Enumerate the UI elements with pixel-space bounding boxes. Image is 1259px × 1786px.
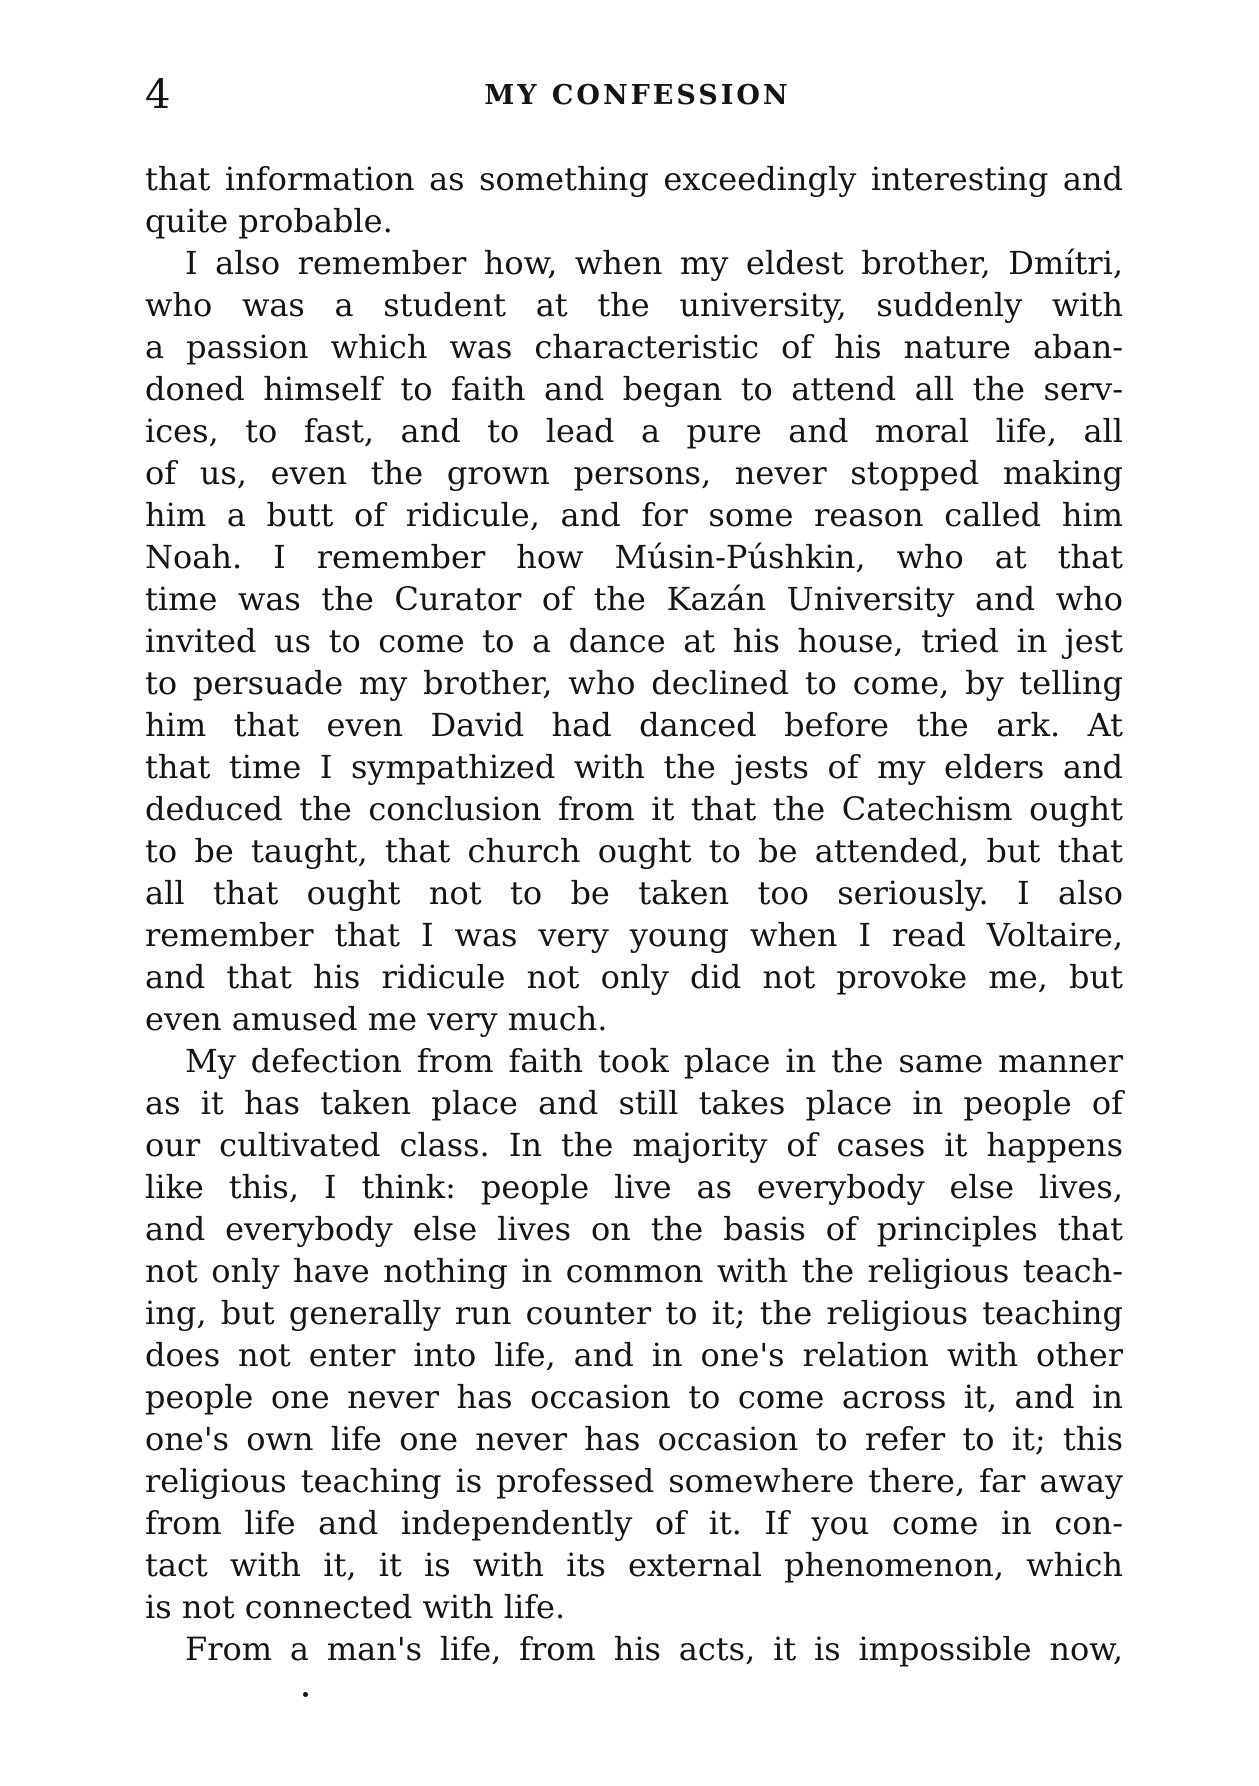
text-line: that time I sympathized with the jests of my elders and bbox=[145, 748, 1123, 786]
text-line: one's own life one never has occasion to refer to it; this bbox=[145, 1420, 1123, 1458]
text-line: ices, to fast, and to lead a pure and moral life, all bbox=[145, 412, 1123, 450]
text-line: deduced the conclusion from it that the Catechism ought bbox=[145, 790, 1123, 828]
text-line: even amused me very much. bbox=[145, 1000, 608, 1038]
page-header bbox=[145, 72, 1130, 122]
paragraph-start: My defection from faith took place in the same manner bbox=[185, 1042, 1123, 1080]
text-line: of us, even the grown persons, never stopped making bbox=[145, 454, 1123, 492]
text-line: remember that I was very young when I read Voltaire, bbox=[145, 916, 1123, 954]
text-line: Noah. I remember how Músin-Púshkin, who at that bbox=[145, 538, 1123, 576]
text-line: is not connected with life. bbox=[145, 1588, 566, 1626]
text-line: like this, I think: people live as everybody else lives, bbox=[145, 1168, 1123, 1206]
text-line: quite probable. bbox=[145, 202, 393, 240]
text-line: a passion which was characteristic of his nature aban- bbox=[145, 328, 1123, 366]
text-line: him that even David had danced before the ark. At bbox=[145, 706, 1123, 744]
text-line: and that his ridicule not only did not provoke me, but bbox=[145, 958, 1123, 996]
text-line: our cultivated class. In the majority of cases it happens bbox=[145, 1126, 1123, 1164]
running-title: MY CONFESSION bbox=[484, 80, 791, 111]
paragraph-start: From a man's life, from his acts, it is impossible now, bbox=[185, 1630, 1123, 1668]
text-line: who was a student at the university, suddenly with bbox=[145, 286, 1123, 324]
ink-speck bbox=[303, 1692, 308, 1697]
text-line: invited us to come to a dance at his house, tried in jest bbox=[145, 622, 1123, 660]
text-line: to persuade my brother, who declined to come, by telling bbox=[145, 664, 1123, 702]
paragraph-start: I also remember how, when my eldest brother, Dmítri, bbox=[185, 244, 1123, 282]
text-line: all that ought not to be taken too seriously. I also bbox=[145, 874, 1123, 912]
text-line: that information as something exceedingly interesting and bbox=[145, 160, 1123, 198]
text-line: him a butt of ridicule, and for some reason called him bbox=[145, 496, 1123, 534]
body-text bbox=[145, 158, 1123, 1670]
text-line: not only have nothing in common with the religious teach- bbox=[145, 1252, 1123, 1290]
text-line: from life and independently of it. If you come in con- bbox=[145, 1504, 1123, 1542]
text-line: does not enter into life, and in one's relation with other bbox=[145, 1336, 1123, 1374]
text-line: and everybody else lives on the basis of principles that bbox=[145, 1210, 1123, 1248]
text-line: tact with it, it is with its external phenomenon, which bbox=[145, 1546, 1123, 1584]
text-line: ing, but generally run counter to it; the religious teaching bbox=[145, 1294, 1123, 1332]
text-line: people one never has occasion to come across it, and in bbox=[145, 1378, 1123, 1416]
text-line: religious teaching is professed somewhere there, far away bbox=[145, 1462, 1123, 1500]
text-line: doned himself to faith and began to attend all the serv- bbox=[145, 370, 1123, 408]
text-line: time was the Curator of the Kazán University and who bbox=[145, 580, 1123, 618]
text-line: as it has taken place and still takes place in people of bbox=[145, 1084, 1123, 1122]
page-number: 4 bbox=[145, 72, 171, 118]
text-line: to be taught, that church ought to be attended, but that bbox=[145, 832, 1123, 870]
